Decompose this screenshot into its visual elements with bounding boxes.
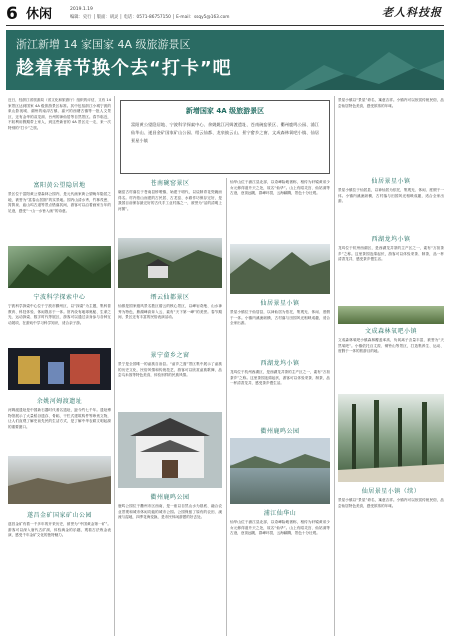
- section-title-longwu: 西湖龙坞小镇: [260, 360, 300, 367]
- section-title-jingning: 景宁畲乡之窗: [150, 352, 190, 359]
- issue-date: 2019.1.19: [70, 7, 93, 12]
- section-title-xianju: 仙居景星小镇: [260, 300, 300, 307]
- section-title-suichang: 遂昌金矿国家矿山公园: [26, 512, 92, 519]
- section-text-xianju-jingxing: 景星小镇以“景星”命名，寓意吉祥。小镇内可以欣赏传统民俗，品尝仙居特色美食，感受浓浓的年味。: [338, 498, 444, 508]
- banner-title: 趁着春节换个去“打卡”吧: [16, 58, 232, 79]
- photo-mountains: [230, 244, 330, 294]
- section-text-jingxing: 景星小镇位于仙居县，以神仙居为依托，集观光、休闲、度假于一体。小镇内溪流纵横，古村落与田园风光相映成趣，适合全家出游。: [338, 188, 444, 204]
- section-title-ningbo: 宁波科学探索中心: [33, 294, 86, 301]
- page-number: 6: [6, 4, 18, 24]
- info-box: [120, 100, 330, 174]
- section-title-jingxing: 仙居景星小镇: [371, 178, 411, 185]
- section-label: 休闲: [26, 7, 53, 22]
- page-header: [6, 5, 444, 26]
- section-text-jingning: 景宁是全国唯一的畲族自治县。“畲乡之窗”景区集中展示了畲族的历史文化、民俗风情和传统技艺，游客可以欣赏畲族歌舞，品尝乌米饭等特色美食，体验别样的民族风情。: [118, 362, 222, 378]
- photo-jingning-building: [118, 412, 222, 488]
- section-text-yuyao: 河姆渡遗址是中国新石器时代著名遗址，距今约七千年。遗址博物馆展示了大量稻谷遗存、骨耜、干栏式建筑构件等珍贵文物，让人们直观了解史前先民的生活方式，是了解中华农耕文明起源的重要窗口。: [8, 408, 111, 429]
- section-text-jinyun: 仙都是国家级风景名胜区缙云的核心景区，以峰岩奇绝、山水神秀为特色，鼎湖峰高耸入云，素有“天下第一峰”的美誉。春节期间，景区还有丰富的民俗表演活动。: [118, 304, 222, 320]
- banner-subtitle: 浙江新增 14 家国家 4A 级旅游景区: [16, 38, 191, 51]
- section-text-longwu: 龙坞位于杭州西湖区，是西湖龙井茶的主产区之一，素有“万担茶乡”之称。这里茶园连绵起伏，游客可以体验采茶、制茶，品一杯清香龙井，感受茶乡慢生活。: [230, 370, 330, 386]
- section-text-continued: 仙华山位于浦江县北部，以奇峰险峻著称，相传为轩辕黄帝少女元修得道升天之处，故名“仙华”。山上有昭灵宫、仙姑洞等古迹，登顶远眺，群峰环拱，云海翻腾，景色十分壮观。: [230, 180, 330, 196]
- section-title-cangnan: 苍南碗窑景区: [150, 180, 190, 187]
- section-title-xianhua: 浦江仙华山: [263, 510, 297, 517]
- info-box-content: 富阳黄公望隐居地、宁波科学探索中心、余姚姚江河姆渡遗址、苍南碗窑景区、衢州鹿鸣公园、浦江仙华山、遂昌金矿国家矿山公园、缙云仙都、龙泉披云山、景宁畲乡之窗、文成森林氧吧小镇、仙居景星小镇: [131, 122, 319, 143]
- section-text-xihu-longwu: 龙坞位于杭州西湖区，是西湖龙井茶的主产区之一，素有“万担茶乡”之称。这里茶园连绵起伏，游客可以体验采茶、制茶，品一杯清香龙井，感受茶乡慢生活。: [338, 246, 444, 262]
- section-title-xianju-jingxing: 仙居景星小镇（续）: [361, 488, 421, 495]
- masthead-logo: 老人科技报: [382, 6, 442, 19]
- photo-fuyang-forest: [8, 246, 111, 288]
- section-title-xihu-longwu: 西湖龙坞小镇: [371, 236, 411, 243]
- photo-tea-garden: [338, 306, 444, 324]
- photo-ningbo-exhibit: [8, 348, 111, 390]
- photo-cangnan-village: [118, 238, 222, 288]
- section-title-quzhou-c2: 衢州鹿鸣公园: [150, 494, 190, 501]
- editor-line: 编辑：史行 │ 版面：胡灵 │ 电话：0571-86757150 │ E-mail：ssqy5@163.com: [70, 15, 230, 20]
- column4-top-text: 景星小镇以“景星”命名，寓意吉祥。小镇内可以欣赏传统民俗，品尝仙居特色美食，感受浓浓的年味。: [338, 98, 444, 108]
- photo-yuyao-site: [8, 456, 111, 504]
- section-text-ningbo: 宁波科学探索中心位于宁波市鄞州区，以“探索”为主题，集科普教育、科技体验、休闲娱乐于一体。馆内设有地球奥秘、生命之光、运动探索、数字时代等展区，游客可以通过亲身参与各种互动展项，在游戏中学习科学知识，适合亲子游。: [8, 304, 111, 325]
- section-title-yuyao: 余姚河姆渡遗址: [36, 398, 83, 405]
- section-text-wencheng: 文成森林氧吧小镇森林覆盖率高，负氧离子含量丰富，被誉为“天然氧吧”。小镇依托百丈漈、铜铃山等景区，打造集养生、运动、度假于一体的旅游目的地。: [338, 338, 444, 354]
- section-title-wencheng: 文成森林氧吧小镇: [364, 328, 417, 335]
- section-text-suichang: 遂昌金矿有着一千多年的开采历史，被誉为“中国黄金第一矿”。游客可以深入唐代古矿洞，体验淘金的乐趣，观看古法炼金表演，感受千年金矿文化的独特魅力。: [8, 522, 111, 538]
- section-text-xianju: 景星小镇位于仙居县，以神仙居为依托，集观光、休闲、度假于一体。小镇内溪流纵横，古村落与田园风光相映成趣，适合全家出游。: [230, 310, 330, 326]
- section-title-fuyang: 富阳黄公望隐居地: [33, 182, 86, 189]
- section-title-jinyun: 缙云仙都景区: [150, 294, 190, 301]
- photo-quzhou-lake: [230, 438, 330, 504]
- photo-wencheng-forest: [338, 394, 444, 482]
- section-title-quzhou: 衢州鹿鸣公园: [260, 428, 300, 435]
- headline-banner: [6, 30, 444, 90]
- section-text-xianhua: 仙华山位于浦江县北部，以奇峰险峻著称，相传为轩辕黄帝少女元修得道升天之处，故名“仙华”。山上有昭灵宫、仙姑洞等古迹，登顶远眺，群峰环拱，云海翻腾，景色十分壮观。: [230, 520, 330, 536]
- banner-hills-graphic: [284, 30, 444, 90]
- section-text-fuyang: 景区位于富阳黄公望森林公园内，是元代画家黄公望晚年隐居之地，被誉为“富春山居图”的实景地。园内山清水秀，竹林茂密，筲箕泉、庙山坞古道等景点错落其间，游客可以沿着画家当年的足迹，感受“一山一水皆入画”的诗意。: [8, 192, 111, 213]
- section-text-cangnan: 碗窑古村落位于苍南县桥墩镇，始建于明代，以烧制青花瓷碗而得名。村内依山而建的古民居、古龙窑、水碓作坊保存完好，是我国目前保存最完好的古代手工业村落之一，被誉为“活的清明上河图”。: [118, 190, 222, 211]
- section-text-quzhou-c2: 鹿鸣公园位于衢州市区西南，是一座以自然山水为基底、融合农业景观和城市休闲功能的城市公园。公园保留了原有的农田、溪流与湿地，四季花海变换，是市民休闲游憩的好去处。: [118, 504, 222, 520]
- intro-text: 近日，经浙江省旅游局（省文化和旅游厅）组织的评估，又有 14 家景区达到国家 4A 级旅游景区标准。其中包括浙江小城宁波的象山影视城、湖州的南浔古镇、嘉兴的西塘古镇等一批人文景区，还有金华的双龙洞、台州的神仙居等自然景区。春节临近，不妨利用假期带上家人，到这些新晋的 4A 景区走一走，来一次特别的“打卡”之旅。: [8, 98, 111, 130]
- info-box-title: 新增国家 4A 级旅游景区: [185, 107, 265, 115]
